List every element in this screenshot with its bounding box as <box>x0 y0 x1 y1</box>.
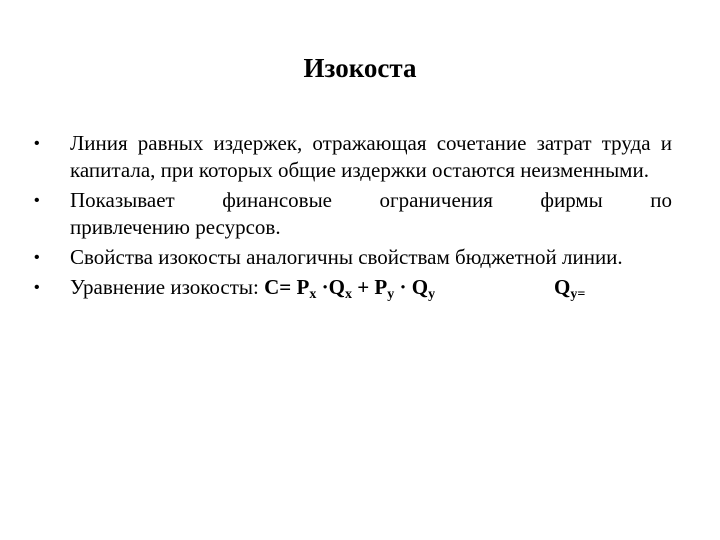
bullet-text-properties: Свойства изокосты аналогичны свойствам бюджетной линии. <box>70 245 623 269</box>
equation-c-eq-p: C= P <box>264 275 310 299</box>
equation-line <box>34 274 672 301</box>
equation-dot-q: ·Q <box>316 275 345 299</box>
equation-sub-x1: x <box>309 287 317 302</box>
equation-sub-x2: x <box>344 287 352 302</box>
equation-sub-y1: y <box>387 287 395 302</box>
bullet-list <box>34 130 672 304</box>
bullet-item-equation <box>34 274 672 301</box>
equation-label: Уравнение изокосты: <box>70 275 265 299</box>
bullet-item-constraints <box>34 187 672 241</box>
bullet-item-properties <box>34 244 672 271</box>
equation-qy <box>554 274 585 301</box>
equation-plus-p: + P <box>351 275 388 299</box>
equation-sub-y2: y <box>428 287 436 302</box>
bullet-dot-icon: • <box>34 279 40 296</box>
bullet-dot-icon: • <box>34 192 40 209</box>
bullet-item-definition <box>34 130 672 184</box>
bullet-dot-icon: • <box>34 135 40 152</box>
bullet-text-definition: Линия равных издержек, отражающая сочетание затрат труда и капитала, при которых общие издержки остаются неизменными. <box>70 131 672 182</box>
equation-sub-y3: y= <box>570 287 586 302</box>
equation-formula <box>264 275 436 302</box>
bullet-dot-icon: • <box>34 249 40 266</box>
equation-dot-q2: · Q <box>394 275 429 299</box>
equation-q-right: Q <box>554 275 571 299</box>
slide-title: Изокоста <box>303 53 417 83</box>
bullet-text-constraints-line1: Показывает финансовые ограничения фирмы по <box>70 188 672 212</box>
bullet-text-constraints-line2: привлечению ресурсов. <box>70 215 281 239</box>
